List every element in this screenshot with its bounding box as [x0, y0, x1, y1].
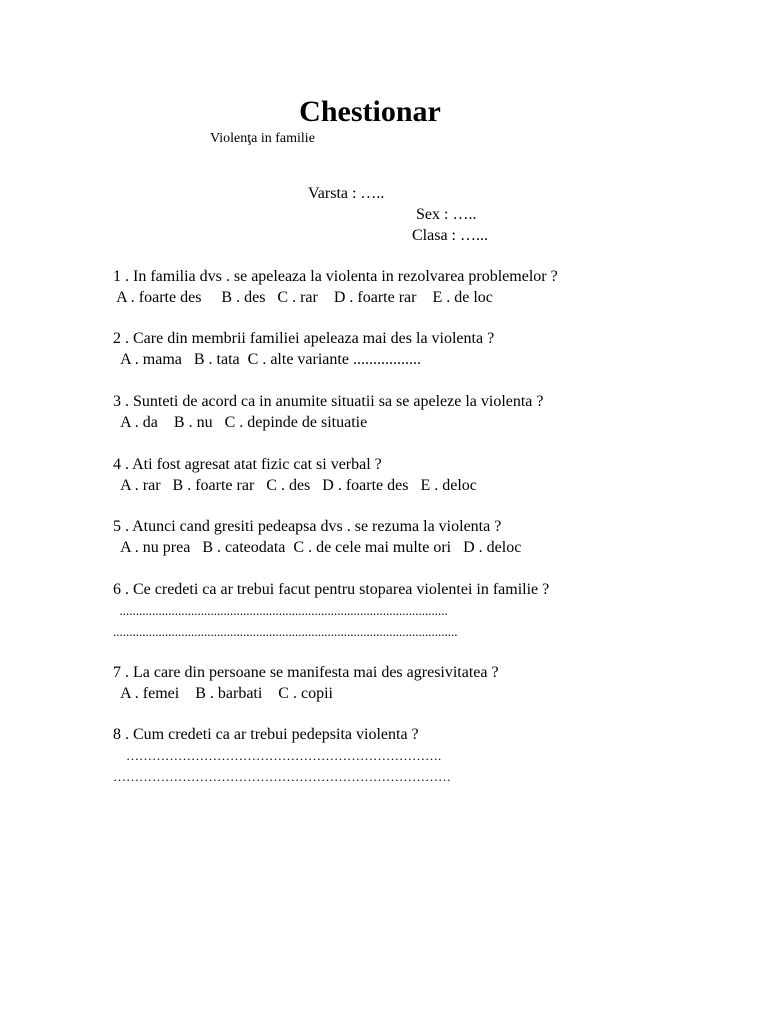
- question-1-answers: A . foarte des B . des C . rar D . foarte rar E . de loc: [113, 289, 493, 306]
- question-7-answers: A . femei B . barbati C . copii: [113, 685, 333, 702]
- question-3-text: 3 . Sunteti de acord ca in anumite situatii sa se apeleze la violenta ?: [113, 393, 544, 410]
- question-1-text: 1 . In familia dvs . se apeleaza la violenta in rezolvarea problemelor ?: [113, 268, 558, 285]
- question-6-text: 6 . Ce credeti ca ar trebui facut pentru stoparea violentei in familie ?: [113, 581, 550, 598]
- question-2-answers: A . mama B . tata C . alte variante .................: [113, 351, 421, 368]
- question-3-answers: A . da B . nu C . depinde de situatie: [113, 414, 368, 431]
- question-8-blank-line-2: ……………………………………………………………………: [113, 769, 451, 784]
- document-subtitle: Violenţa in familie: [210, 131, 315, 146]
- question-5-text: 5 . Atunci cand gresiti pedeapsa dvs . se rezuma la violenta ?: [113, 518, 502, 535]
- class-field: Clasa : …...: [412, 227, 488, 244]
- question-7-text: 7 . La care din persoane se manifesta mai des agresivitatea ?: [113, 664, 499, 681]
- question-5-answers: A . nu prea B . cateodata C . de cele mai multe ori D . deloc: [113, 539, 522, 556]
- question-4-text: 4 . Ati fost agresat atat fizic cat si verbal ?: [113, 456, 382, 473]
- age-field: Varsta : …..: [308, 185, 385, 202]
- question-8-blank-line-1: ……………………………………………………………….: [113, 748, 442, 763]
- question-8-text: 8 . Cum credeti ca ar trebui pedepsita violenta ?: [113, 726, 419, 743]
- question-6-blank-line-2: ..........................................................................................................: [113, 624, 458, 639]
- question-6-blank-line-1: .....................................................................................................: [113, 603, 448, 618]
- question-4-answers: A . rar B . foarte rar C . des D . foarte des E . deloc: [113, 477, 477, 494]
- sex-field: Sex : …..: [416, 206, 477, 223]
- document-title: Chestionar: [299, 95, 441, 128]
- question-2-text: 2 . Care din membrii familiei apeleaza mai des la violenta ?: [113, 330, 495, 347]
